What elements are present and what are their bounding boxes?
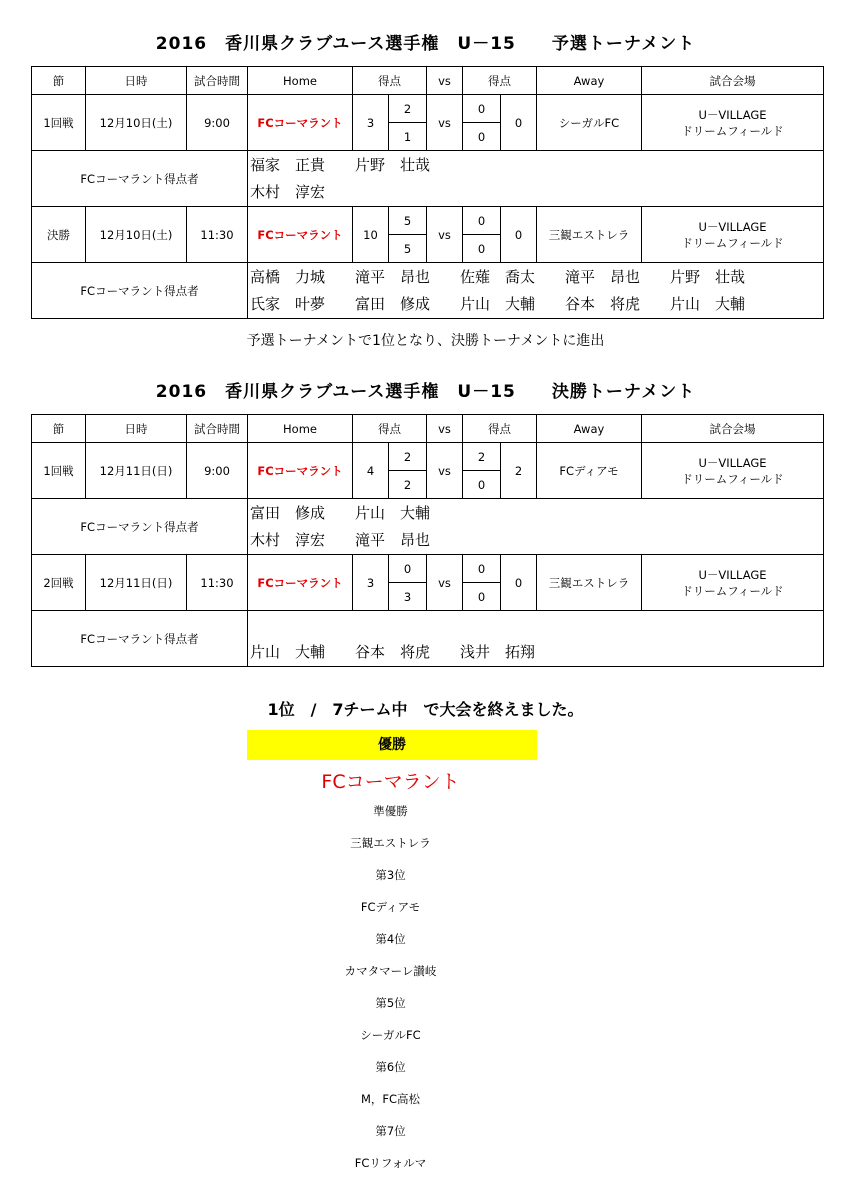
home-half1-score: 5 [389, 207, 427, 235]
header-venue: 試合会場 [642, 67, 824, 95]
header-round: 節 [32, 67, 86, 95]
home-team: FCコーマラント [248, 443, 353, 499]
away-half1-score: 2 [463, 443, 501, 471]
match-round: 1回戦 [32, 95, 86, 151]
match-date: 12月10日(土) [86, 95, 187, 151]
scorers-line2: 氏家 叶夢 富田 修成 片山 大輔 谷本 将虎 片山 大輔 [250, 294, 746, 313]
scorers-line1: 福家 正貴 片野 壮哉 [250, 155, 431, 174]
away-total-score: 0 [501, 95, 537, 151]
prelim-results-table [31, 66, 824, 319]
rank-label: 第3位 [375, 868, 406, 882]
rank-label: 第5位 [375, 996, 406, 1010]
away-team: FCディアモ [537, 443, 642, 499]
match-row [32, 555, 824, 583]
header-vs: vs [427, 415, 463, 443]
home-half1-score: 2 [389, 95, 427, 123]
match-date: 12月11日(日) [86, 555, 187, 611]
result-summary: 1位 / 7チーム中 で大会を終えました。 [267, 700, 584, 719]
venue-line2: ドリームフィールド [681, 123, 784, 138]
home-team: FCコーマラント [248, 207, 353, 263]
home-total-score: 4 [353, 443, 389, 499]
venue [642, 443, 824, 499]
match-row [32, 443, 824, 471]
match-round: 1回戦 [32, 443, 86, 499]
header-time: 試合時間 [187, 415, 248, 443]
away-total-score: 0 [501, 555, 537, 611]
home-total-score: 3 [353, 95, 389, 151]
final-results-table [31, 414, 824, 667]
scorers-line1: 富田 修成 片山 大輔 [250, 503, 431, 522]
prelim-title: 2016 香川県クラブユース選手権 U－15 予選トーナメント [155, 34, 696, 54]
away-team: 三観エストレラ [537, 207, 642, 263]
header-away: Away [537, 415, 642, 443]
rank-label: 準優勝 [373, 804, 408, 818]
scorers-list [248, 263, 824, 319]
venue [642, 95, 824, 151]
scorers-label: FCコーマラント得点者 [32, 151, 248, 207]
header-vs: vs [427, 67, 463, 95]
header-time: 試合時間 [187, 67, 248, 95]
home-total-score: 3 [353, 555, 389, 611]
home-total-score: 10 [353, 207, 389, 263]
home-half1-score: 2 [389, 443, 427, 471]
vs-label: vs [427, 443, 463, 499]
advance-note: 予選トーナメントで1位となり、決勝トーナメントに進出 [246, 333, 605, 349]
match-time: 11:30 [187, 207, 248, 263]
header-home: Home [248, 415, 353, 443]
table-header-row [32, 67, 824, 95]
venue-line1: U－VILLAGE [698, 567, 767, 582]
match-time: 11:30 [187, 555, 248, 611]
scorers-label: FCコーマラント得点者 [32, 499, 248, 555]
rank-label: 第4位 [375, 932, 406, 946]
scorers-row [32, 263, 824, 319]
rank-team: シーガルFC [360, 1028, 421, 1042]
scorers-label: FCコーマラント得点者 [32, 263, 248, 319]
scorers-label: FCコーマラント得点者 [32, 611, 248, 667]
header-date: 日時 [86, 67, 187, 95]
scorers-line2: 片山 大輔 谷本 将虎 浅井 拓翔 [250, 642, 536, 661]
header-venue: 試合会場 [642, 415, 824, 443]
away-half2-score: 0 [463, 123, 501, 151]
home-half2-score: 2 [389, 471, 427, 499]
match-date: 12月10日(土) [86, 207, 187, 263]
venue [642, 555, 824, 611]
rank-team: M，FC高松 [360, 1092, 421, 1106]
match-row [32, 207, 824, 235]
rank-team: FCリフォルマ [354, 1156, 427, 1170]
header-away: Away [537, 67, 642, 95]
scorers-line1: 高橋 力城 滝平 昂也 佐薙 喬太 滝平 昂也 片野 壮哉 [250, 267, 746, 286]
home-half2-score: 1 [389, 123, 427, 151]
match-time: 9:00 [187, 95, 248, 151]
vs-label: vs [427, 555, 463, 611]
venue [642, 207, 824, 263]
home-team: FCコーマラント [248, 95, 353, 151]
away-team: シーガルFC [537, 95, 642, 151]
scorers-list [248, 611, 824, 667]
away-half2-score: 0 [463, 471, 501, 499]
rank-team: FCディアモ [360, 900, 421, 914]
away-total-score: 0 [501, 207, 537, 263]
final-title: 2016 香川県クラブユース選手権 U－15 決勝トーナメント [155, 382, 696, 402]
venue-line2: ドリームフィールド [681, 235, 784, 250]
scorers-row [32, 499, 824, 555]
home-half2-score: 5 [389, 235, 427, 263]
header-away-score: 得点 [463, 415, 537, 443]
scorers-list [248, 499, 824, 555]
scorers-row [32, 611, 824, 667]
venue-line1: U－VILLAGE [698, 455, 767, 470]
match-time: 9:00 [187, 443, 248, 499]
home-half2-score: 3 [389, 583, 427, 611]
scorers-line2: 木村 淳宏 [250, 182, 326, 201]
header-home-score: 得点 [353, 67, 427, 95]
header-home: Home [248, 67, 353, 95]
scorers-row [32, 151, 824, 207]
header-date: 日時 [86, 415, 187, 443]
vs-label: vs [427, 95, 463, 151]
scorers-line2: 木村 淳宏 滝平 昂也 [250, 530, 431, 549]
venue-line2: ドリームフィールド [681, 583, 784, 598]
away-half1-score: 0 [463, 555, 501, 583]
header-away-score: 得点 [463, 67, 537, 95]
venue-line1: U－VILLAGE [698, 219, 767, 234]
match-date: 12月11日(日) [86, 443, 187, 499]
away-half1-score: 0 [463, 207, 501, 235]
away-total-score: 2 [501, 443, 537, 499]
scorers-line1 [250, 612, 823, 639]
rank-team: カマタマーレ讃岐 [344, 964, 437, 978]
home-team: FCコーマラント [248, 555, 353, 611]
rank-label: 第6位 [375, 1060, 406, 1074]
champion-label: 優勝 [247, 730, 537, 760]
header-round: 節 [32, 415, 86, 443]
match-round: 2回戦 [32, 555, 86, 611]
home-half1-score: 0 [389, 555, 427, 583]
rank-label: 第7位 [375, 1124, 406, 1138]
champion-team: FCコーマラント [321, 771, 460, 793]
venue-line1: U－VILLAGE [698, 107, 767, 122]
header-home-score: 得点 [353, 415, 427, 443]
table-header-row [32, 415, 824, 443]
match-round: 決勝 [32, 207, 86, 263]
scorers-list [248, 151, 824, 207]
away-team: 三観エストレラ [537, 555, 642, 611]
away-half2-score: 0 [463, 583, 501, 611]
away-half1-score: 0 [463, 95, 501, 123]
vs-label: vs [427, 207, 463, 263]
rank-team: 三観エストレラ [350, 836, 431, 850]
venue-line2: ドリームフィールド [681, 471, 784, 486]
away-half2-score: 0 [463, 235, 501, 263]
match-row [32, 95, 824, 123]
